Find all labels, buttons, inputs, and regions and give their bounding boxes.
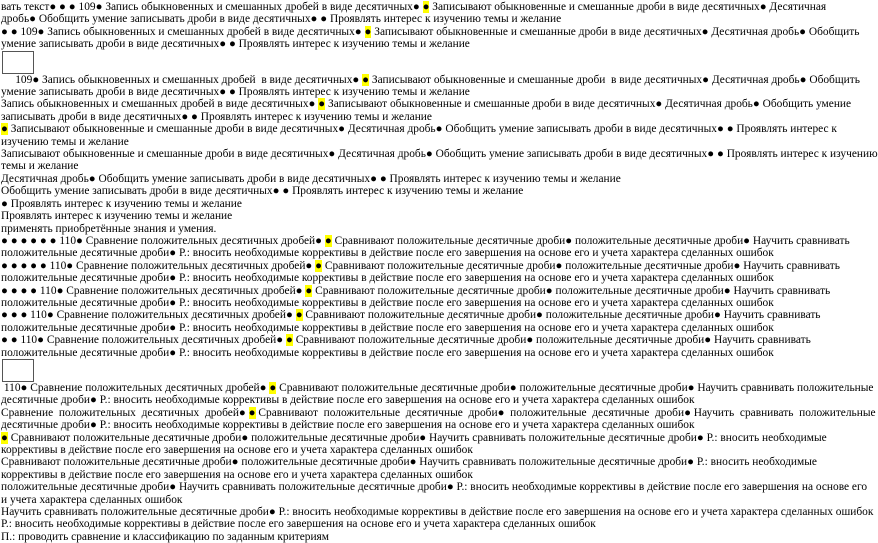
text-line: ● ● 109● Запись обыкновенных и смешанных дробей в виде десятичных● ● Записывают обыкновенные и смешанные дроби в виде десятичных● Десятичная дробь● Обобщить <box>1 25 860 38</box>
text-line: дробь● Обобщить умение записывать дроби в виде десятичных● ● Проявлять интерес к изучению темы и желание <box>1 13 562 26</box>
text-line: темы и желание <box>1 160 79 173</box>
text-line: и учета характера сделанных ошибок <box>1 493 183 506</box>
highlight-mark: ● <box>318 98 326 111</box>
text-line: Сравнение положительных десятичных дробей● ● Сравнивают положительные десятичные дроби● положительные десятичные дроби● Научить сравнивать положительные <box>1 406 876 419</box>
highlight-mark: ● <box>362 73 370 86</box>
highlight-mark: ● <box>1 123 8 136</box>
text-line: 109● Запись обыкновенных и смешанных дробей в виде десятичных● ● Записывают обыкновенные и смешанные дроби в виде десятичных● Десятичная дробь● Обобщить <box>1 73 860 86</box>
text-line: положительные десятичные дроби● Научить сравнивать положительные десятичные дроби● Р.: вносить необходимые коррективы в действие после его завершения на основе его <box>1 481 868 494</box>
highlight-mark: ● <box>1 431 8 444</box>
text-line: ● Записывают обыкновенные и смешанные дроби в виде десятичных● Десятичная дробь● Обобщить умение записывать дроби в виде десятичных● ● Проявлять интерес к <box>1 123 837 136</box>
highlight-mark: ● <box>295 309 303 322</box>
text-line: ● ● ● ● 110● Сравнение положительных десятичных дробей● ● Сравнивают положительные десятичные дроби● положительные десятичные дроби● Научить сравнивать <box>1 284 831 297</box>
text-line: П.: проводить сравнение и классификацию по заданным критериям <box>1 530 329 543</box>
highlight-mark: ● <box>422 1 430 13</box>
highlight-mark: ● <box>364 25 372 38</box>
text-block-1 <box>1 1 860 51</box>
text-line: коррективы в действие после его завершения на основе его и учета характера сделанных ошибок <box>1 468 473 481</box>
text-line: записывать дроби в виде десятичных● ● Проявлять интерес к изучению темы и желание <box>1 110 432 123</box>
text-line: Научить сравнивать положительные десятичные дроби● Р.: вносить необходимые коррективы в действие после его завершения на основе его и учета характера сделанных ошибок <box>1 506 874 519</box>
highlight-mark: ● <box>305 284 313 297</box>
text-line: ● ● 110● Сравнение положительных десятичных дробей● ● Сравнивают положительные десятичные дроби● положительные десятичные дроби● Научить сравнивать <box>1 334 811 347</box>
text-line: Десятичная дробь● Обобщить умение записывать дроби в виде десятичных● ● Проявлять интерес к изучению темы и желание <box>1 172 621 185</box>
empty-frame <box>2 51 34 74</box>
text-block-3 <box>1 234 850 359</box>
text-line: Сравнивают положительные десятичные дроби● положительные десятичные дроби● Научить сравнивать положительные десятичные дроби● Р.: вносить необходимые <box>1 456 817 469</box>
text-line: Проявлять интерес к изучению темы и желание <box>1 210 233 223</box>
text-line: Запись обыкновенных и смешанных дробей в виде десятичных● ● Записывают обыкновенные и смешанные дроби в виде десятичных● Десятичная дробь● Обобщить умение <box>1 98 852 111</box>
text-line: изучению темы и желание <box>1 135 129 148</box>
text-line: коррективы в действие после его завершения на основе его и учета характера сделанных ошибок <box>1 444 473 456</box>
text-line: ● ● ● ● ● 110● Сравнение положительных десятичных дробей● ● Сравнивают положительные десятичные дроби● положительные десятичные дроби● Научить сравнивать <box>1 259 840 272</box>
highlight-mark: ● <box>315 259 323 272</box>
highlight-mark: ● <box>248 406 256 419</box>
text-line: применять приобретённые знания и умения. <box>1 222 217 235</box>
text-line: ● Сравнивают положительные десятичные дроби● положительные десятичные дроби● Научить сравнивать положительные десятичные дроби● Р.: вносить необходимые <box>1 431 827 444</box>
text-block-2 <box>1 73 878 235</box>
text-line: умение записывать дроби в виде десятичных● ● Проявлять интерес к изучению темы и желание <box>1 38 470 51</box>
text-line: ● ● ● ● ● ● 110● Сравнение положительных десятичных дробей● ● Сравнивают положительные десятичные дроби● положительные десятичные дроби● Научить сравнивать <box>1 234 850 247</box>
text-line: положительные десятичные дроби● Р.: вносить необходимые коррективы в действие после его завершения на основе его и учета характера сделанных ошибок <box>1 346 774 359</box>
text-line: Р.: вносить необходимые коррективы в действие после его завершения на основе его и учета характера сделанных ошибок <box>1 518 596 531</box>
text-line: положительные десятичные дроби● Р.: вносить необходимые коррективы в действие после его завершения на основе его и учета характера сделанных ошибок <box>1 296 774 309</box>
text-line: вать текст● ● ● 109● Запись обыкновенных и смешанных дробей в виде десятичных● ● Записывают обыкновенные и смешанные дроби в виде десятичных● Десятичная <box>1 1 827 13</box>
text-line: положительные десятичные дроби● Р.: вносить необходимые коррективы в действие после его завершения на основе его и учета характера сделанных ошибок <box>1 247 774 260</box>
document-page <box>1 1 878 543</box>
text-line: ● ● ● 110● Сравнение положительных десятичных дробей● ● Сравнивают положительные десятичные дроби● положительные десятичные дроби● Научить сравнивать <box>1 309 821 322</box>
text-line: умение записывать дроби в виде десятичных● ● Проявлять интерес к изучению темы и желание <box>1 86 470 99</box>
text-line: десятичные дроби● Р.: вносить необходимые коррективы в действие после его завершения на основе его и учета характера сделанных ошибок <box>1 419 695 432</box>
text-line: положительные десятичные дроби● Р.: вносить необходимые коррективы в действие после его завершения на основе его и учета характера сделанных ошибок <box>1 321 774 334</box>
empty-frame <box>2 359 34 382</box>
text-line: ● Проявлять интерес к изучению темы и желание <box>1 197 242 210</box>
text-line: положительные десятичные дроби● Р.: вносить необходимые коррективы в действие после его завершения на основе его и учета характера сделанных ошибок <box>1 272 774 285</box>
text-line: Обобщить умение записывать дроби в виде десятичных● ● Проявлять интерес к изучению темы и желание <box>1 185 524 198</box>
text-line: 110● Сравнение положительных десятичных дробей● ● Сравнивают положительные десятичные дроби● положительные десятичные дроби● Научить сравнивать положительные <box>1 381 874 394</box>
text-block-4 <box>1 381 876 543</box>
highlight-mark: ● <box>269 381 277 394</box>
text-line: Записывают обыкновенные и смешанные дроби в виде десятичных● Десятичная дробь● Обобщить умение записывать дроби в виде десятичных● ● Проявлять интерес к изучению <box>1 148 878 161</box>
highlight-mark: ● <box>285 334 293 347</box>
highlight-mark: ● <box>324 234 332 247</box>
text-line: десятичные дроби● Р.: вносить необходимые коррективы в действие после его завершения на основе его и учета характера сделанных ошибок <box>1 394 695 407</box>
